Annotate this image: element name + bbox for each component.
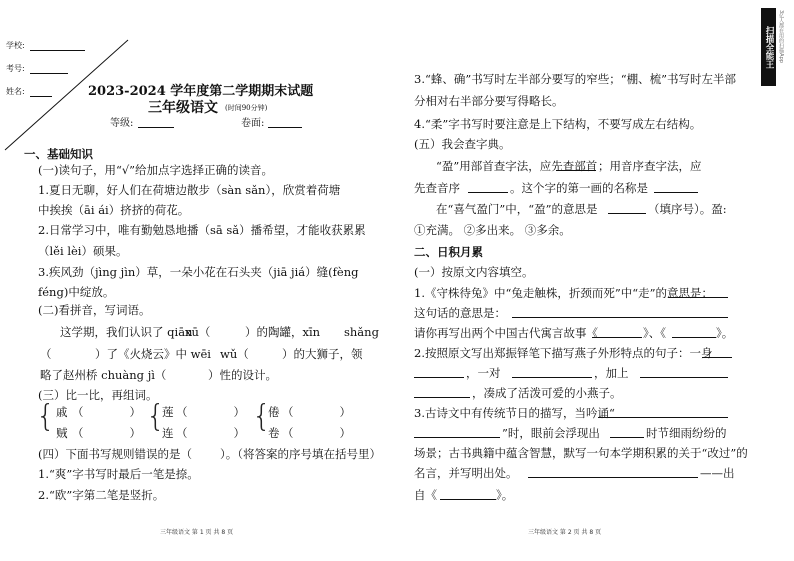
score-label: 卷面: [241,118,265,129]
name-label: 姓名: [6,87,25,96]
fill-1b: 这句话的意思是： [414,306,506,320]
q2-line2-b: ）了《火烧云》中 wēi [95,347,211,361]
dict-blank-radical[interactable] [556,170,596,171]
q4-heading-b: ）。（将答案的序号填在括号里） [220,447,381,461]
dict-options: ①充满。 ②多出来。 ③多余。 [414,223,571,237]
section-1-heading: 一、基础知识 [24,147,93,161]
fill-3b-a: ”时，眼前会浮现出 [502,426,600,440]
q3-heading: (三）比一比，再组词。 [38,388,158,402]
fill-blank-fable-1[interactable] [592,337,642,338]
fill-3c: 场景；古书典籍中蕴含智慧，默写一句本学期积累的关于“改过”的 [414,446,748,460]
fill-3e-b: 》。 [496,488,514,502]
fill-2a: 2.按照原文写出郑振铎笔下描写燕子外形特点的句子：一身 [414,346,713,360]
compare-char-5: 倦 [268,405,280,419]
q2-line2-a: （ [40,347,52,361]
fill-3e-a: 自《 [414,488,437,502]
page-footer-left: 三年级语文 第 1 页 共 8 页 [160,529,234,536]
grade-label: 等级: [110,118,134,129]
exam-title: 2023-2024 学年度第二学期期末试题 [88,84,314,99]
dict-line2-b: 。这个字的第一画的名称是 [510,181,648,195]
compare-paren-2: （ ） [72,426,141,440]
compare-brace-2: { [146,399,166,434]
section-2-heading: 二、日积月累 [414,245,483,259]
r-item-3a: 3.“蜂、确”书写时左半部分要写的窄些；“棚、梳”书写时左半部 [414,72,736,86]
dict-blank-initial[interactable] [468,192,508,193]
compare-char-2: 贼 [56,426,68,440]
q2-line3-b: ）性的设计。 [208,368,277,382]
dict-blank-stroke[interactable] [654,192,698,193]
compare-char-4: 连 [162,426,174,440]
fill-3a: 3.古诗文中有传统节日的描写，当吟诵“ [414,406,615,420]
compare-char-1: 戚 [56,405,68,419]
q4-item-1: 1.“爽”字书写时最后一笔是捺。 [38,467,199,481]
dict-heading: (五）我会查字典。 [414,137,511,151]
fill-blank-swallow-3[interactable] [512,377,592,378]
q2-line1-a: 这学期，我们认识了 qiān [60,325,193,339]
compare-char-6: 卷 [268,426,280,440]
q4-heading-a: (四）下面书写规则错误的是（ [38,447,192,461]
fill-blank-meaning[interactable] [512,317,728,318]
compare-paren-6: （ ） [282,426,351,440]
fill-blank-festival[interactable] [610,437,644,438]
q1-item-1b: 中挨挨（āi ái）挤挤的荷花。 [38,203,190,217]
fill-3d-a: 名言，并写明出处。 [414,466,518,480]
fill-heading: (一）按原文内容填空。 [414,265,534,279]
dict-line2-a: 先查音序 [414,181,460,195]
compare-brace-1: { [36,399,56,434]
dict-blank-meaning[interactable] [608,213,646,214]
q1-item-2b: （lěi lèi）硕果。 [38,244,128,258]
dict-line1-a: “盈”用部首查字法，应先查部首 [436,159,598,173]
page-footer-right: 三年级语文 第 2 页 共 8 页 [528,529,602,536]
dict-line1-b: ；用音序查字法，应 [598,159,702,173]
q1-item-3a: 3.疾风劲（jìng jìn）草，一朵小花在石头夹（jiā jiá）缝(fèng [38,265,359,279]
q2-line1-c: ）的陶罐，xīn [245,325,321,339]
compare-paren-1: （ ） [72,405,141,419]
q2-line1-d: shǎng [344,325,379,339]
grade-line [138,127,174,128]
fill-blank-poem-2[interactable] [414,437,500,438]
compare-brace-3: { [252,399,272,434]
fill-1c-a: 请你再写出两个中国古代寓言故事《 [414,326,598,340]
fill-2c: ，凑成了活泼可爱的小燕子。 [472,386,622,400]
q1-heading: (一)读句子，用“√”给加点字选择正确的读音。 [38,163,274,177]
fill-1a: 1.《守株待兔》中“兔走触株，折颈而死”中“走”的意思是： [414,286,713,300]
fill-2b-b: ，加上 [594,366,629,380]
fill-2b-a: ，一对 [466,366,501,380]
exam-subtitle: 三年级语文 [148,100,218,116]
fill-blank-swallow-1[interactable] [702,357,732,358]
scanner-logo: 扫描全能王 [761,8,776,86]
number-label: 考号: [6,64,25,73]
fill-blank-fable-2[interactable] [672,337,716,338]
fill-blank-quote[interactable] [528,477,698,478]
q2-line3-a: 略了赵州桥 chuàng jì（ [40,368,167,382]
compare-paren-4: （ ） [176,426,245,440]
q2-heading: (二)看拼音，写词语。 [38,303,151,317]
scanner-logo-tagline: 3亿人都在用的扫描App [778,10,784,63]
fill-blank-source[interactable] [440,499,496,500]
q2-line1-b: xū（ [185,325,211,339]
dict-line3-b: （填序号）。盈: [648,202,727,216]
q1-item-3b: féng)中绽放。 [38,285,115,299]
q2-line2-c: wǔ（ [220,347,249,361]
fill-blank-swallow-2[interactable] [414,377,464,378]
r-item-4: 4.“柔”字书写时要注意是上下结构，不要写成左右结构。 [414,117,702,131]
fill-blank-swallow-5[interactable] [414,397,470,398]
exam-time: (时间90分钟) [225,104,268,112]
dict-line3-a: 在“喜气盈门”中，“盈”的意思是 [436,202,598,216]
q1-item-1a: 1.夏日无聊，好人们在荷塘边散步（sàn sǎn），欣赏着荷塘 [38,183,341,197]
compare-paren-3: （ ） [176,405,245,419]
fill-blank-swallow-4[interactable] [640,377,728,378]
fill-blank-poem-1[interactable] [598,417,728,418]
compare-char-3: 莲 [162,405,174,419]
score-line [268,127,302,128]
q1-item-2a: 2.日常学习中，唯有勤勉恳地播（sā sǎ）播希望，才能收获累累 [38,223,366,237]
r-item-3b: 分相对右半部分要写得略长。 [414,94,564,108]
fill-1c-b: 》、《 [643,326,666,340]
q2-line2-d: ）的大狮子，领 [282,347,363,361]
fill-blank-zou[interactable] [668,297,728,298]
fill-3b-b: 时节细雨纷纷的 [646,426,727,440]
fill-3d-b: ——出 [700,466,735,480]
school-label: 学校: [6,41,25,50]
compare-paren-5: （ ） [282,405,351,419]
q4-item-2: 2.“欧”字第二笔是竖折。 [38,488,165,502]
fill-1c-c: 》。 [716,326,734,340]
